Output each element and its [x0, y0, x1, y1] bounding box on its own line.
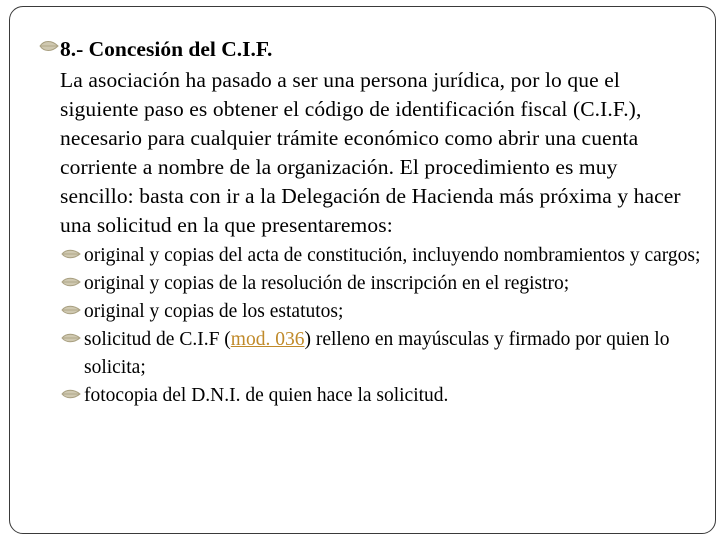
mod-036-link[interactable]: mod. 036 [230, 329, 305, 350]
list-item [60, 326, 704, 382]
leaf-bullet-icon [60, 248, 82, 260]
leaf-bullet-icon [60, 388, 82, 400]
list-item-text: fotocopia del D.N.I. de quien hace la solicitud. [84, 385, 449, 406]
list-item-text: original y copias del acta de constitución, incluyendo nombramientos y cargos; [84, 245, 701, 266]
section-heading: 8.- Concesión del C.I.F. [60, 37, 273, 61]
leaf-bullet-icon [60, 276, 82, 288]
requirements-list [34, 242, 701, 410]
slide-content [34, 34, 701, 410]
list-item [60, 270, 704, 298]
list-item-text-before: solicitud de C.I.F ( [84, 329, 231, 350]
heading-block [34, 34, 694, 240]
list-item-text-after: ) relleno en mayúsculas y firmado por quien lo solicita; [84, 329, 670, 378]
leaf-bullet-icon [60, 304, 82, 316]
intro-paragraph: La asociación ha pasado a ser una persona jurídica, por lo que el siguiente paso es obtener el código de identificación fiscal (C.I.F.), necesario para cualquier trámite económico como abrir una cuenta corriente a nombre de la organización. El procedimiento es muy sencillo: basta con ir a la Delegación de Hacienda más próxima y hacer una solicitud en la que presentaremos: [60, 68, 681, 237]
leaf-bullet-icon [60, 332, 82, 344]
list-item [60, 242, 704, 270]
list-item [60, 382, 704, 410]
leaf-bullet-icon [38, 39, 60, 53]
list-item [60, 298, 704, 326]
list-item-text: original y copias de los estatutos; [84, 301, 344, 322]
list-item-text: original y copias de la resolución de inscripción en el registro; [84, 273, 570, 294]
